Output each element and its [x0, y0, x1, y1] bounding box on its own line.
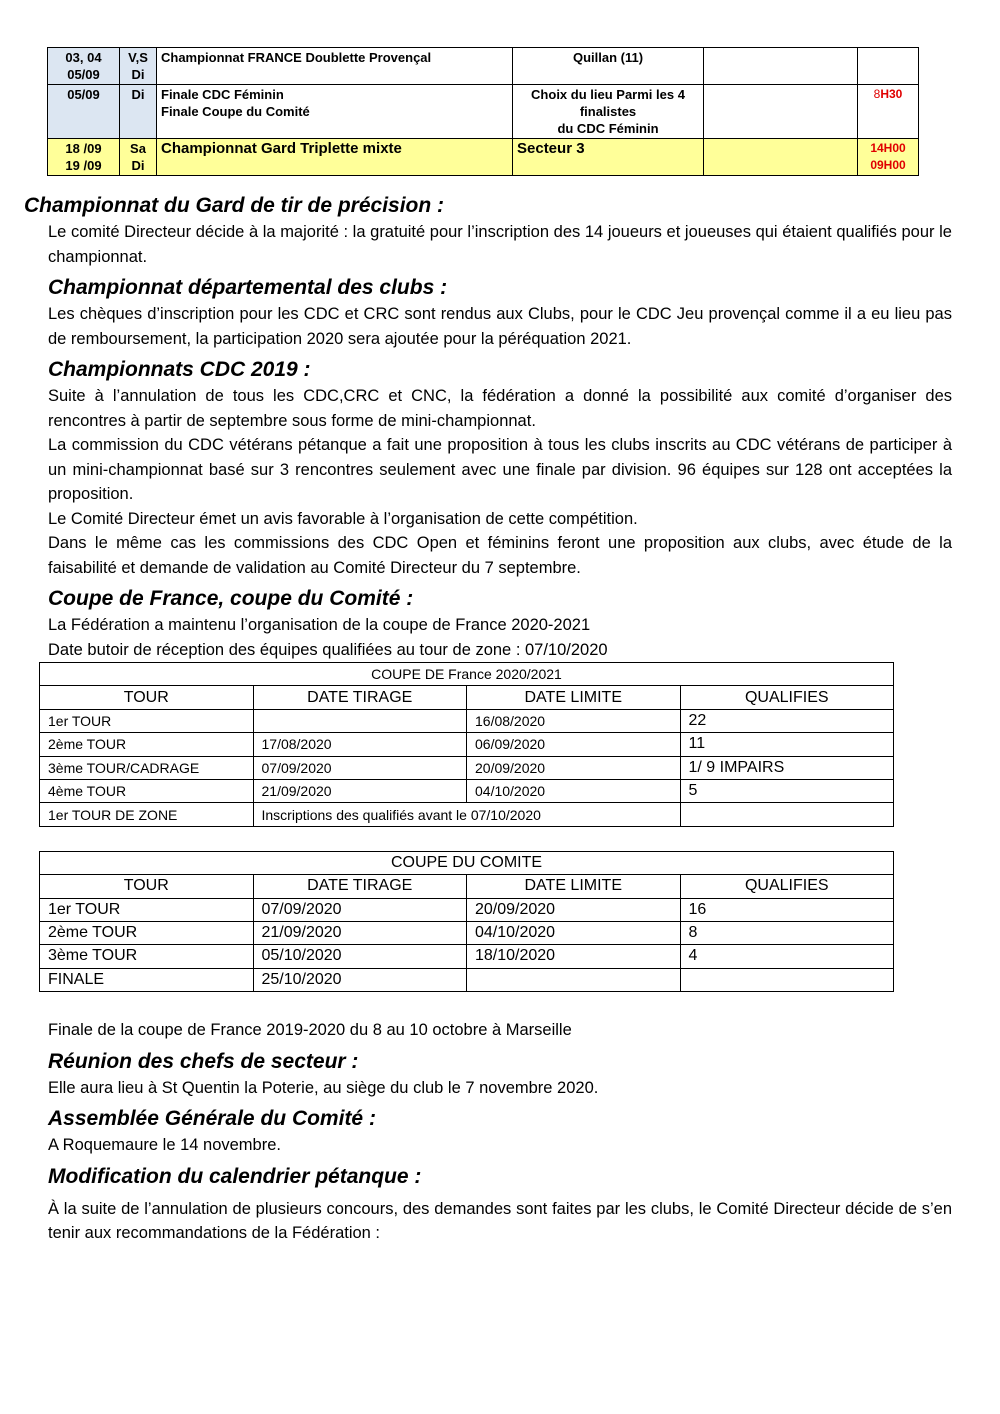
- table-cell: 11: [680, 733, 894, 756]
- schedule-days: Di: [120, 85, 157, 139]
- section-heading: Championnat départemental des clubs :: [48, 276, 448, 299]
- table-row: [40, 803, 894, 826]
- column-header: DATE LIMITE: [467, 875, 681, 898]
- table-cell: 21/09/2020: [253, 779, 467, 802]
- schedule-table: [47, 47, 919, 176]
- section-heading: Assemblée Générale du Comité :: [48, 1107, 376, 1131]
- table-row: [40, 921, 894, 944]
- table-cell: FINALE: [40, 968, 254, 991]
- schedule-time: [858, 48, 919, 85]
- schedule-days: Sa Di: [120, 139, 157, 176]
- table-cell: [680, 968, 894, 991]
- table-row: [40, 709, 894, 732]
- schedule-row-highlighted: [48, 139, 919, 176]
- schedule-location: Quillan (11): [513, 48, 704, 85]
- column-header: QUALIFIES: [680, 686, 894, 709]
- paragraph: Le comité Directeur décide à la majorité : la gratuité pour l’inscription des 14 joueurs et joueuses qui étaient qualifiés pour le championnat.: [48, 223, 952, 266]
- table-cell: 17/08/2020: [253, 733, 467, 756]
- paragraph: À la suite de l’annulation de plusieurs concours, des demandes sont faites par les clubs, le Comité Directeur décide de s’en tenir aux recommandations de la Fédération :: [48, 1199, 952, 1243]
- paragraph: Dans le même cas les commissions des CDC Open et féminins feront une proposition aux clubs, avec étude de la faisabilité et demande de validation au Comité Directeur du 7 septembre.: [48, 534, 952, 577]
- table-cell: 2ème TOUR: [40, 921, 254, 944]
- column-header: DATE TIRAGE: [253, 686, 467, 709]
- document-body: [24, 192, 952, 1246]
- section-heading: Championnats CDC 2019 :: [48, 358, 311, 381]
- table-cell: 1er TOUR: [40, 898, 254, 921]
- section-heading: Modification du calendrier pétanque :: [48, 1164, 422, 1188]
- paragraph: Les chèques d’inscription pour les CDC et CRC sont rendus aux Clubs, pour le CDC Jeu provençal comme il a eu lieu pas de remboursement, la participation 2020 sera ajoutée pour la péréquation 2021.: [48, 305, 952, 348]
- table-cell: 5: [680, 779, 894, 802]
- table-cell: 20/09/2020: [467, 756, 681, 779]
- table-cell: 07/09/2020: [253, 898, 467, 921]
- section-heading: Réunion des chefs de secteur :: [48, 1049, 359, 1073]
- table-cell: 1/ 9 IMPAIRS: [680, 756, 894, 779]
- section-heading: Championnat du Gard de tir de précision :: [24, 194, 445, 217]
- schedule-extra: [704, 139, 858, 176]
- table-cell: 18/10/2020: [467, 945, 681, 968]
- table-cell: 16: [680, 898, 894, 921]
- table-header-row: [40, 686, 894, 709]
- paragraph: La commission du CDC vétérans pétanque a fait une proposition à tous les clubs inscrits au CDC vétérans de participer à un mini-championnat basé sur 3 rencontres seulement avec une finale par division. 96 équipes sur 128 ont acceptées la proposition.: [48, 436, 952, 503]
- paragraph: Elle aura lieu à St Quentin la Poterie, au siège du club le 7 novembre 2020.: [48, 1078, 599, 1097]
- paragraph: Le Comité Directeur émet un avis favorable à l’organisation de cette compétition.: [48, 509, 638, 528]
- schedule-date: 05/09: [48, 85, 120, 139]
- table-row: [40, 945, 894, 968]
- table-cell: 1er TOUR: [40, 709, 254, 732]
- table-cell: [467, 968, 681, 991]
- table-cell: 1er TOUR DE ZONE: [40, 803, 254, 826]
- section-heading: Coupe de France, coupe du Comité :: [48, 587, 414, 610]
- table-cell: 04/10/2020: [467, 779, 681, 802]
- schedule-extra: [704, 85, 858, 139]
- table-cell: 4: [680, 945, 894, 968]
- table-cell: 25/10/2020: [253, 968, 467, 991]
- table-cell: 05/10/2020: [253, 945, 467, 968]
- table-title: COUPE DE France 2020/2021: [40, 663, 894, 686]
- table-header-row: [40, 875, 894, 898]
- table-cell: 4ème TOUR: [40, 779, 254, 802]
- coupe-comite-table: [39, 851, 894, 992]
- table-cell: 21/09/2020: [253, 921, 467, 944]
- column-header: DATE LIMITE: [467, 686, 681, 709]
- schedule-location: Choix du lieu Parmi les 4 finalistes du CDC Féminin: [513, 85, 704, 139]
- schedule-date: 03, 04 05/09: [48, 48, 120, 85]
- table-row: [40, 779, 894, 802]
- schedule-row: [48, 48, 919, 85]
- table-cell: 07/09/2020: [253, 756, 467, 779]
- table-cell: 16/08/2020: [467, 709, 681, 732]
- schedule-time: 14H00 09H00: [858, 139, 919, 176]
- table-cell: 04/10/2020: [467, 921, 681, 944]
- schedule-days: V,S Di: [120, 48, 157, 85]
- schedule-location: Secteur 3: [513, 139, 704, 176]
- table-row: [40, 733, 894, 756]
- table-row: [40, 756, 894, 779]
- table-title: COUPE DU COMITE: [40, 851, 894, 874]
- table-cell: Inscriptions des qualifiés avant le 07/10/2020: [253, 803, 680, 826]
- table-cell: 2ème TOUR: [40, 733, 254, 756]
- paragraph: Finale de la coupe de France 2019-2020 du 8 au 10 octobre à Marseille: [48, 1021, 572, 1040]
- table-cell: 22: [680, 709, 894, 732]
- table-cell: 20/09/2020: [467, 898, 681, 921]
- schedule-event: Championnat FRANCE Doublette Provençal: [157, 48, 513, 85]
- table-cell: [253, 709, 467, 732]
- table-cell: 06/09/2020: [467, 733, 681, 756]
- table-cell: 3ème TOUR/CADRAGE: [40, 756, 254, 779]
- schedule-event: Championnat Gard Triplette mixte: [157, 139, 513, 176]
- table-cell: [680, 803, 894, 826]
- column-header: TOUR: [40, 686, 254, 709]
- table-cell: 3ème TOUR: [40, 945, 254, 968]
- schedule-row: [48, 85, 919, 139]
- paragraph: La Fédération a maintenu l’organisation de la coupe de France 2020-2021: [48, 616, 591, 634]
- paragraph: Date butoir de réception des équipes qualifiées au tour de zone : 07/10/2020: [48, 640, 608, 659]
- column-header: QUALIFIES: [680, 875, 894, 898]
- paragraph: Suite à l’annulation de tous les CDC,CRC et CNC, la fédération a donné la possibilité aux comité d’organiser des rencontres à partir de septembre sous forme de mini-championnat.: [48, 387, 952, 430]
- column-header: DATE TIRAGE: [253, 875, 467, 898]
- schedule-time: 8H30: [858, 85, 919, 139]
- table-cell: 8: [680, 921, 894, 944]
- schedule-extra: [704, 48, 858, 85]
- schedule-event: Finale CDC Féminin Finale Coupe du Comité: [157, 85, 513, 139]
- table-row: [40, 968, 894, 991]
- column-header: TOUR: [40, 875, 254, 898]
- table-row: [40, 898, 894, 921]
- coupe-france-table: [39, 662, 894, 827]
- schedule-date: 18 /09 19 /09: [48, 139, 120, 176]
- paragraph: A Roquemaure le 14 novembre.: [48, 1136, 281, 1155]
